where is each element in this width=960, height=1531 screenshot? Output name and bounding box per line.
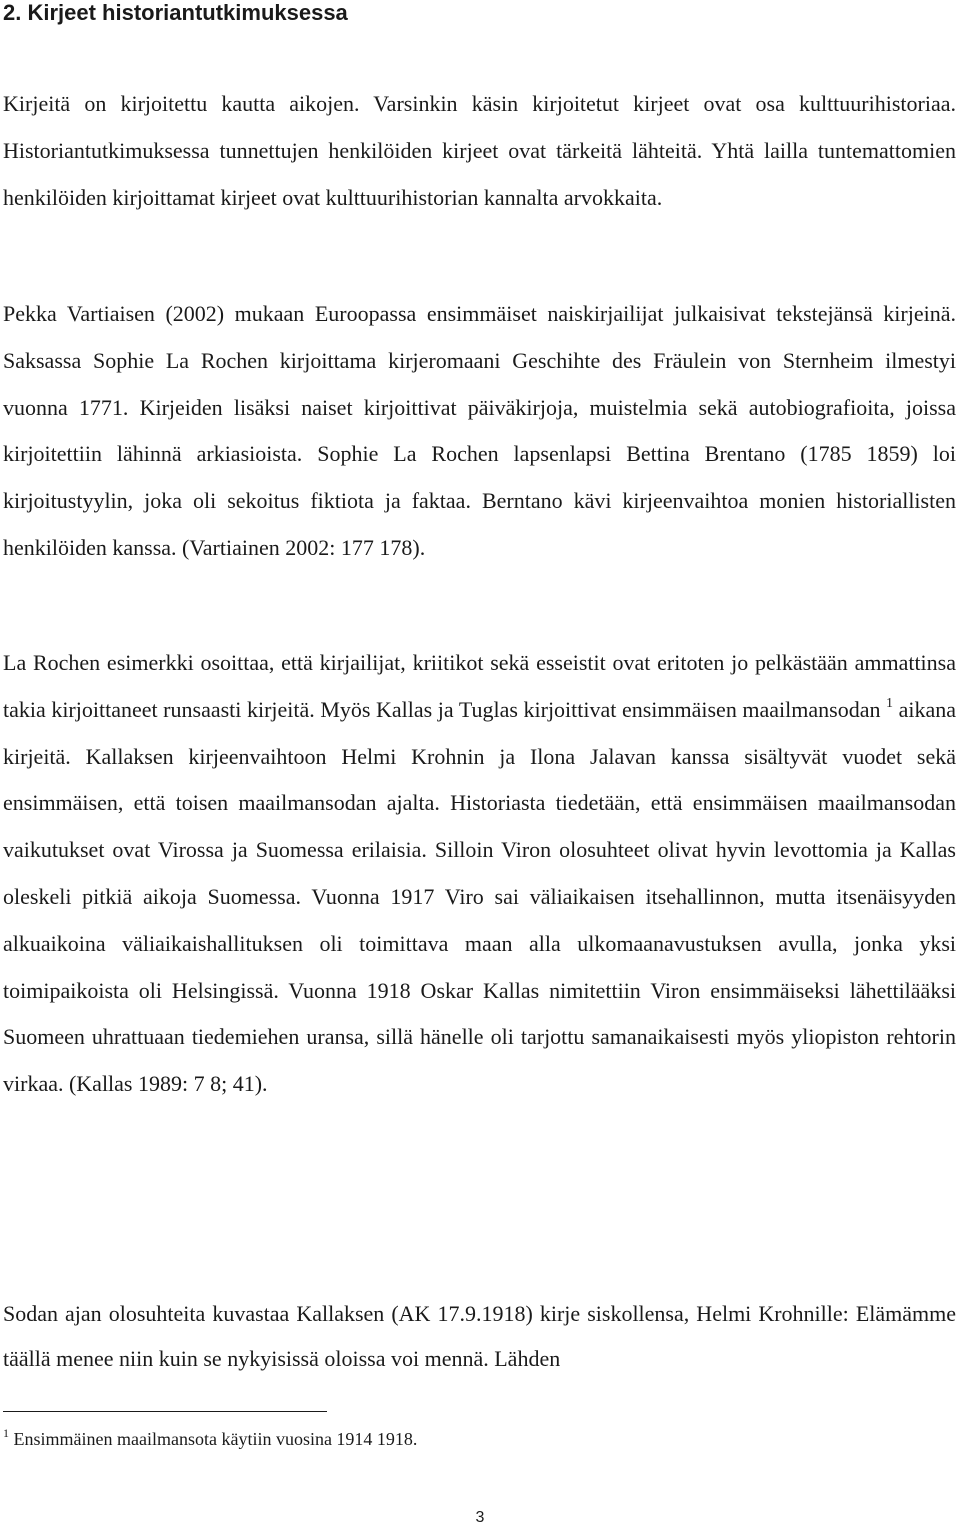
footnote-text: Ensimmäinen maailmansota käytiin vuosina 1914 1918. xyxy=(9,1429,418,1449)
section-heading: 2. Kirjeet historiantutkimuksessa xyxy=(3,0,348,25)
footnote-separator xyxy=(3,1411,327,1412)
paragraph-vartiainen: Pekka Vartiaisen (2002) mukaan Euroopassa ensimmäiset naiskirjailijat julkaisivat tekstejänsä kirjeinä. Saksassa Sophie La Rochen kirjoittama kirjeromaani Geschihte des Fräulein von Sternheim ilmestyi vuonna 1771. Kirjeiden lisäksi naiset kirjoittivat päiväkirjoja, muistelmia sekä autobiografioita, joissa kirjoitettiin lähinnä arkiasioista. Sophie La Rochen lapsenlapsi Bettina Brentano (1785 1859) loi kirjoitustyylin, joka oli sekoitus fiktiota ja faktaa. Berntano kävi kirjeenvaihtoa monien historiallisten henkilöiden kanssa. (Vartiainen 2002: 177 178). xyxy=(3,301,956,560)
paragraph-sodan-ajan: Sodan ajan olosuhteita kuvastaa Kallaksen (AK 17.9.1918) kirje siskollensa, Helmi Krohnille: Elämämme täällä menee niin kuin se nykyisissä oloissa voi mennä. Lähden xyxy=(3,1301,956,1371)
paragraph-la-rochen xyxy=(3,640,956,1108)
footnote-marker: 1 xyxy=(3,1426,9,1440)
footnote-reference: 1 xyxy=(886,695,894,711)
page-number: 3 xyxy=(475,1509,485,1526)
paragraph-text-after-footnote: aikana kirjeitä. Kallaksen kirjeenvaihtoon Helmi Krohnin ja Ilona Jalavan kanssa sisältyvät vuodet sekä ensimmäisen, että toisen maailmansodan ajalta. Historiasta tiedetään, että ensimmäisen maailmansodan vaikutukset ovat Virossa ja Suomessa erilaisia. Silloin Viron olosuhteet olivat hyvin levottomia ja Kallas oleskeli pitkiä aikoja Suomessa. Vuonna 1917 Viro sai väliaikaisen itsehallinnon, mutta itsenäisyyden alkuaikoina väliaikaishallituksen oli toimittava maan alla ulkomaanavustuksen avulla, jonka yksi toimipaikoista oli Helsingissä. Vuonna 1918 Oskar Kallas nimitettiin Viron ensimmäiseksi lähettilääksi Suomeen uhrattuaan tiedemiehen uransa, sillä hänelle oli tarjottu samanaikaisesti myös yliopiston rehtorin virkaa. (Kallas 1989: 7 8; 41). xyxy=(3,696,957,1097)
paragraph-text-before-footnote: La Rochen esimerkki osoittaa, että kirjailijat, kriitikot sekä esseistit ovat eritoten jo pelkästään ammattinsa takia kirjoittaneet runsaasti kirjeitä. Myös Kallas ja Tuglas kirjoittivat ensimmäisen maailmansodan xyxy=(3,650,956,722)
paragraph-intro: Kirjeitä on kirjoitettu kautta aikojen. Varsinkin käsin kirjoitetut kirjeet ovat osa kulttuurihistoriaa. Historiantutkimuksessa tunnettujen henkilöiden kirjeet ovat tärkeitä lähteitä. Yhtä lailla tuntemattomien henkilöiden kirjoittamat kirjeet ovat kulttuurihistorian kannalta arvokkaita. xyxy=(3,91,956,210)
footnote xyxy=(3,1428,417,1450)
